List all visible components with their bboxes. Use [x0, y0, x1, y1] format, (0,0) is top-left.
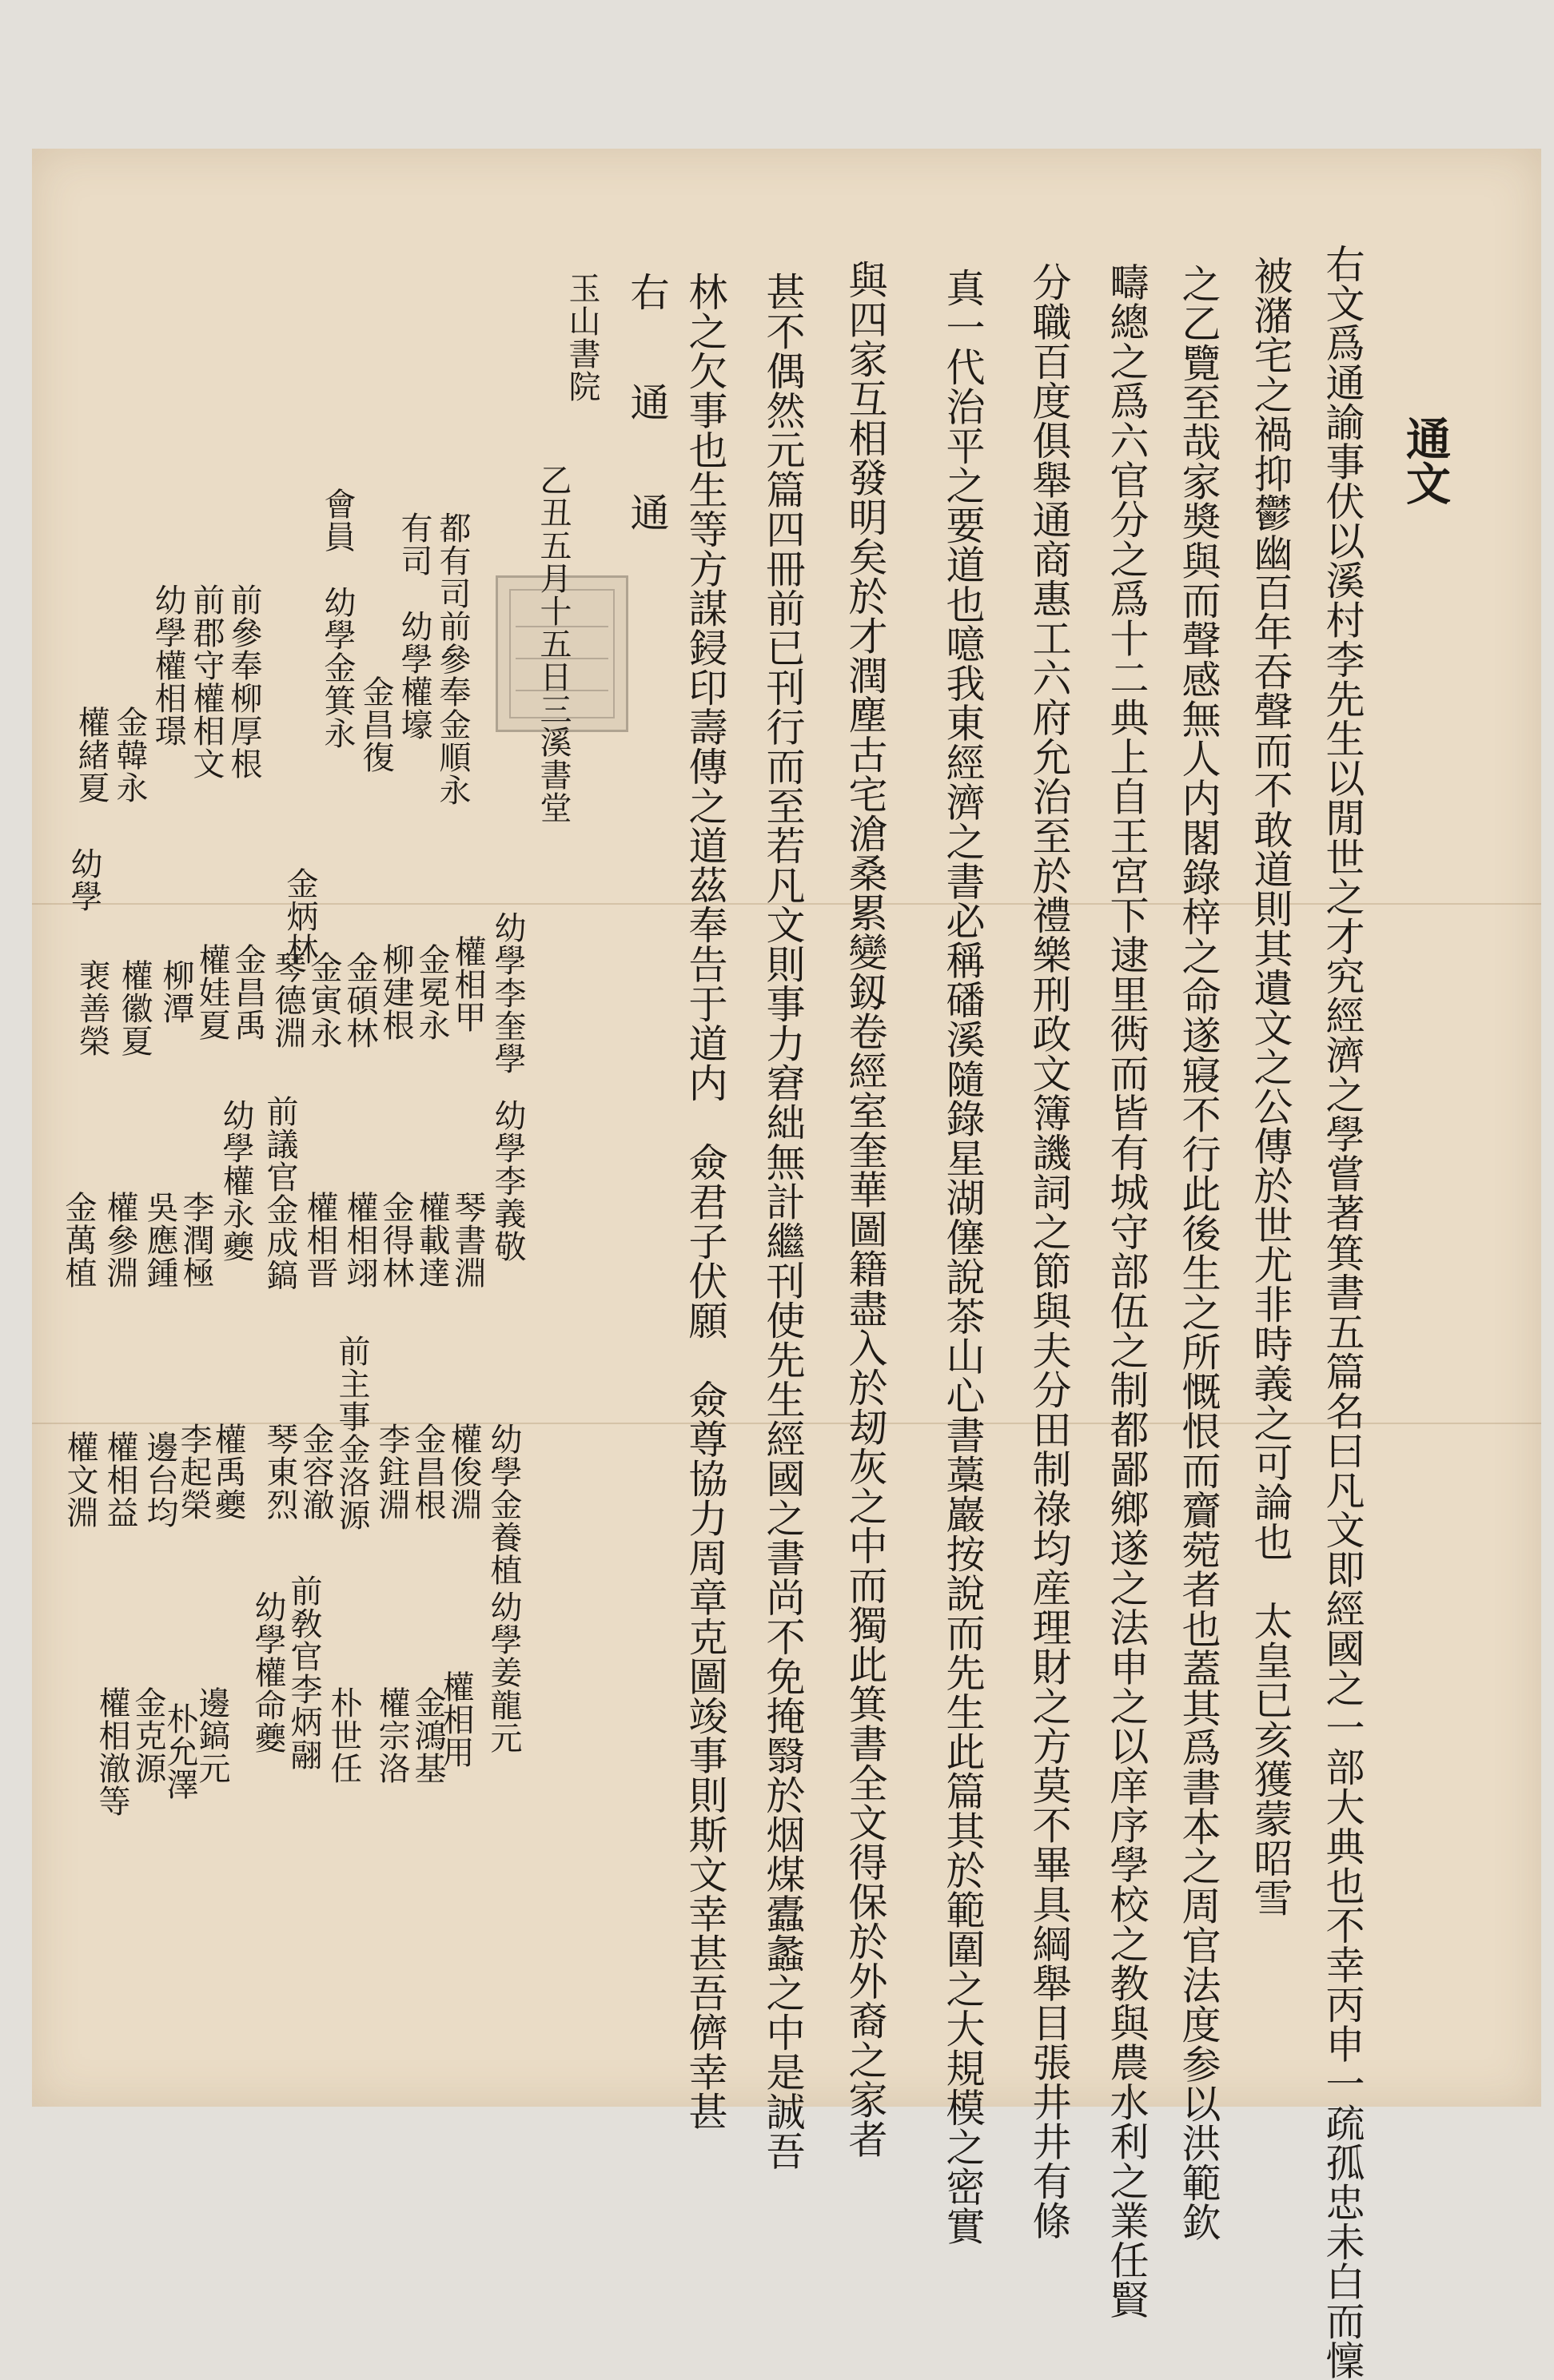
- body-column: 真一代治平之要道也噫我東經濟之書必稱磻溪隨錄星湖僿說茶山心書藁巖按說而先生此篇其於範圍之大規模之密實: [940, 268, 986, 2246]
- officer-entry: 權緒夏: [73, 607, 110, 804]
- member-entry: 琴東烈: [261, 1423, 298, 1521]
- member-entry: 琴書淵: [449, 1191, 486, 1289]
- member-entry: 柳建根: [377, 943, 414, 1041]
- member-entry: 金昌禹: [229, 943, 266, 1041]
- member-entry: 李鉒淵: [373, 1423, 410, 1521]
- member-entry: 權相翊: [341, 1191, 378, 1289]
- member-entry: 金鴻基: [409, 1686, 446, 1785]
- officer-entry: 前參奉柳厚根: [225, 583, 262, 780]
- member-entry: 金碩林: [341, 951, 378, 1049]
- member-entry: 金昌根: [409, 1423, 446, 1521]
- member-entry: 權文淵: [62, 1431, 98, 1529]
- member-entry: 前敎官李炳翮: [285, 1574, 322, 1771]
- member-entry: 金萬植: [60, 1191, 97, 1289]
- body-column: 林之欠事也生等方謀鋟印壽傳之道茲奉告于道内 僉君子伏願 僉尊協力周章克圖竣事則斯文幸甚吾儕幸甚: [683, 272, 728, 2131]
- recipient-line: 玉山書院: [564, 272, 600, 403]
- member-entry: 權相澈等: [94, 1686, 130, 1817]
- officer-entry: 前郡守權相文: [188, 583, 225, 780]
- officer-entry: 會員 幼學金箕永: [319, 488, 356, 750]
- member-entry: 幼學權永夔: [217, 1099, 254, 1263]
- member-entry: 幼學金養植: [485, 1423, 522, 1586]
- member-entry: 權俊淵: [445, 1423, 482, 1521]
- officer-entry: 都有司前參奉金順永: [434, 511, 471, 806]
- member-entry: 朴允澤: [161, 1702, 198, 1801]
- member-entry: 李起榮: [175, 1423, 212, 1521]
- member-entry: 前議官金成鎬: [261, 1095, 298, 1291]
- document-title: 通文: [1399, 416, 1452, 505]
- member-entry: 金容澈: [297, 1423, 334, 1521]
- member-entry: 權娃夏: [193, 943, 230, 1041]
- officer-entry: 金昌復: [357, 511, 394, 774]
- body-column: 之乙覽至哉家奬與而聲感無人内閣錄梓之命遂寢不行此後生之所慨恨而齎菀者也蓋其爲書本之周官法度参以洪範欽: [1176, 264, 1221, 2242]
- member-entry: 邊鎬元: [193, 1686, 230, 1785]
- officer-entry: 金韓永: [111, 607, 148, 804]
- officer-entry: 有司 幼學權壕: [396, 511, 432, 741]
- member-entry: 金冕永: [413, 943, 450, 1041]
- member-entry: 幼學: [66, 847, 102, 913]
- member-entry: 權參淵: [102, 1191, 138, 1289]
- member-entry: 金克源: [130, 1686, 166, 1785]
- body-column: 與四家互相發明矣於才潤塵古宅滄桑累變釼卷經室奎華圖籍盡入於刼灰之中而獨此箕書全文得保於外裔之家者: [843, 260, 888, 2159]
- member-entry: 權宗洛: [373, 1686, 410, 1785]
- member-entry: 權禹夔: [209, 1423, 246, 1521]
- member-entry: 前主事金洛源: [333, 1335, 370, 1531]
- body-column: 右文爲通諭事伏以溪村李先生以閒世之才究經濟之學嘗著箕書五篇名曰凡文即經國之一部大典也不幸丙申一疏孤忠未白而懍: [1320, 244, 1365, 2380]
- member-entry: 幼學李義敬: [489, 1099, 526, 1263]
- member-entry: 柳潭: [157, 959, 194, 1025]
- closing-line: 右 通 通: [624, 272, 670, 547]
- officer-entry: 金炳林: [281, 703, 318, 965]
- date-line: 乙丑五月十五日三溪書堂: [535, 464, 572, 824]
- member-entry: 幼學姜龍元: [485, 1590, 522, 1754]
- member-entry: 幼學李奎學: [489, 911, 526, 1075]
- member-entry: 權徽夏: [116, 959, 153, 1057]
- member-entry: 金得林: [377, 1191, 414, 1289]
- officer-entry: 幼學權相璟: [149, 583, 186, 747]
- member-entry: 幼學權命夔: [249, 1590, 286, 1754]
- body-column: 疇總之爲六官分之爲十二典上自王宮下逮里衖而皆有城守部伍之制都鄙鄉遂之法申之以庠序學校之教與農水利之業任賢: [1104, 262, 1150, 2319]
- member-entry: 權相用: [437, 1670, 474, 1769]
- body-column: 分職百度俱舉通商惠工六府允治至於禮樂刑政文簿譏詞之節與夫分田制祿均産理財之方莫不畢具綱舉目張井井有條: [1026, 262, 1072, 2240]
- member-entry: 權相甲: [449, 935, 486, 1033]
- member-entry: 裵善榮: [74, 959, 110, 1057]
- member-entry: 權相晋: [301, 1191, 338, 1289]
- member-entry: 朴世任: [325, 1686, 362, 1785]
- member-entry: 李潤極: [177, 1191, 214, 1289]
- member-entry: 金寅永: [305, 951, 342, 1049]
- member-entry: 權載達: [413, 1191, 450, 1289]
- member-entry: 琴德淵: [269, 951, 306, 1049]
- member-entry: 吳應鍾: [141, 1191, 178, 1289]
- body-column: 甚不偶然元篇四冊前已刊行而至若凡文則事力窘絀無計繼刊使先生經國之書尚不免掩翳於烟煤蠹蠡之中是誠吾: [760, 272, 806, 2171]
- member-entry: 權相益: [102, 1431, 138, 1529]
- member-entry: 邊台均: [141, 1431, 178, 1529]
- body-column: 被潴宅之禍抑鬱幽百年吞聲而不敢道則其遺文之公傳於世尤非時義之可論也 太皇已亥獲蒙昭雪: [1248, 256, 1293, 1917]
